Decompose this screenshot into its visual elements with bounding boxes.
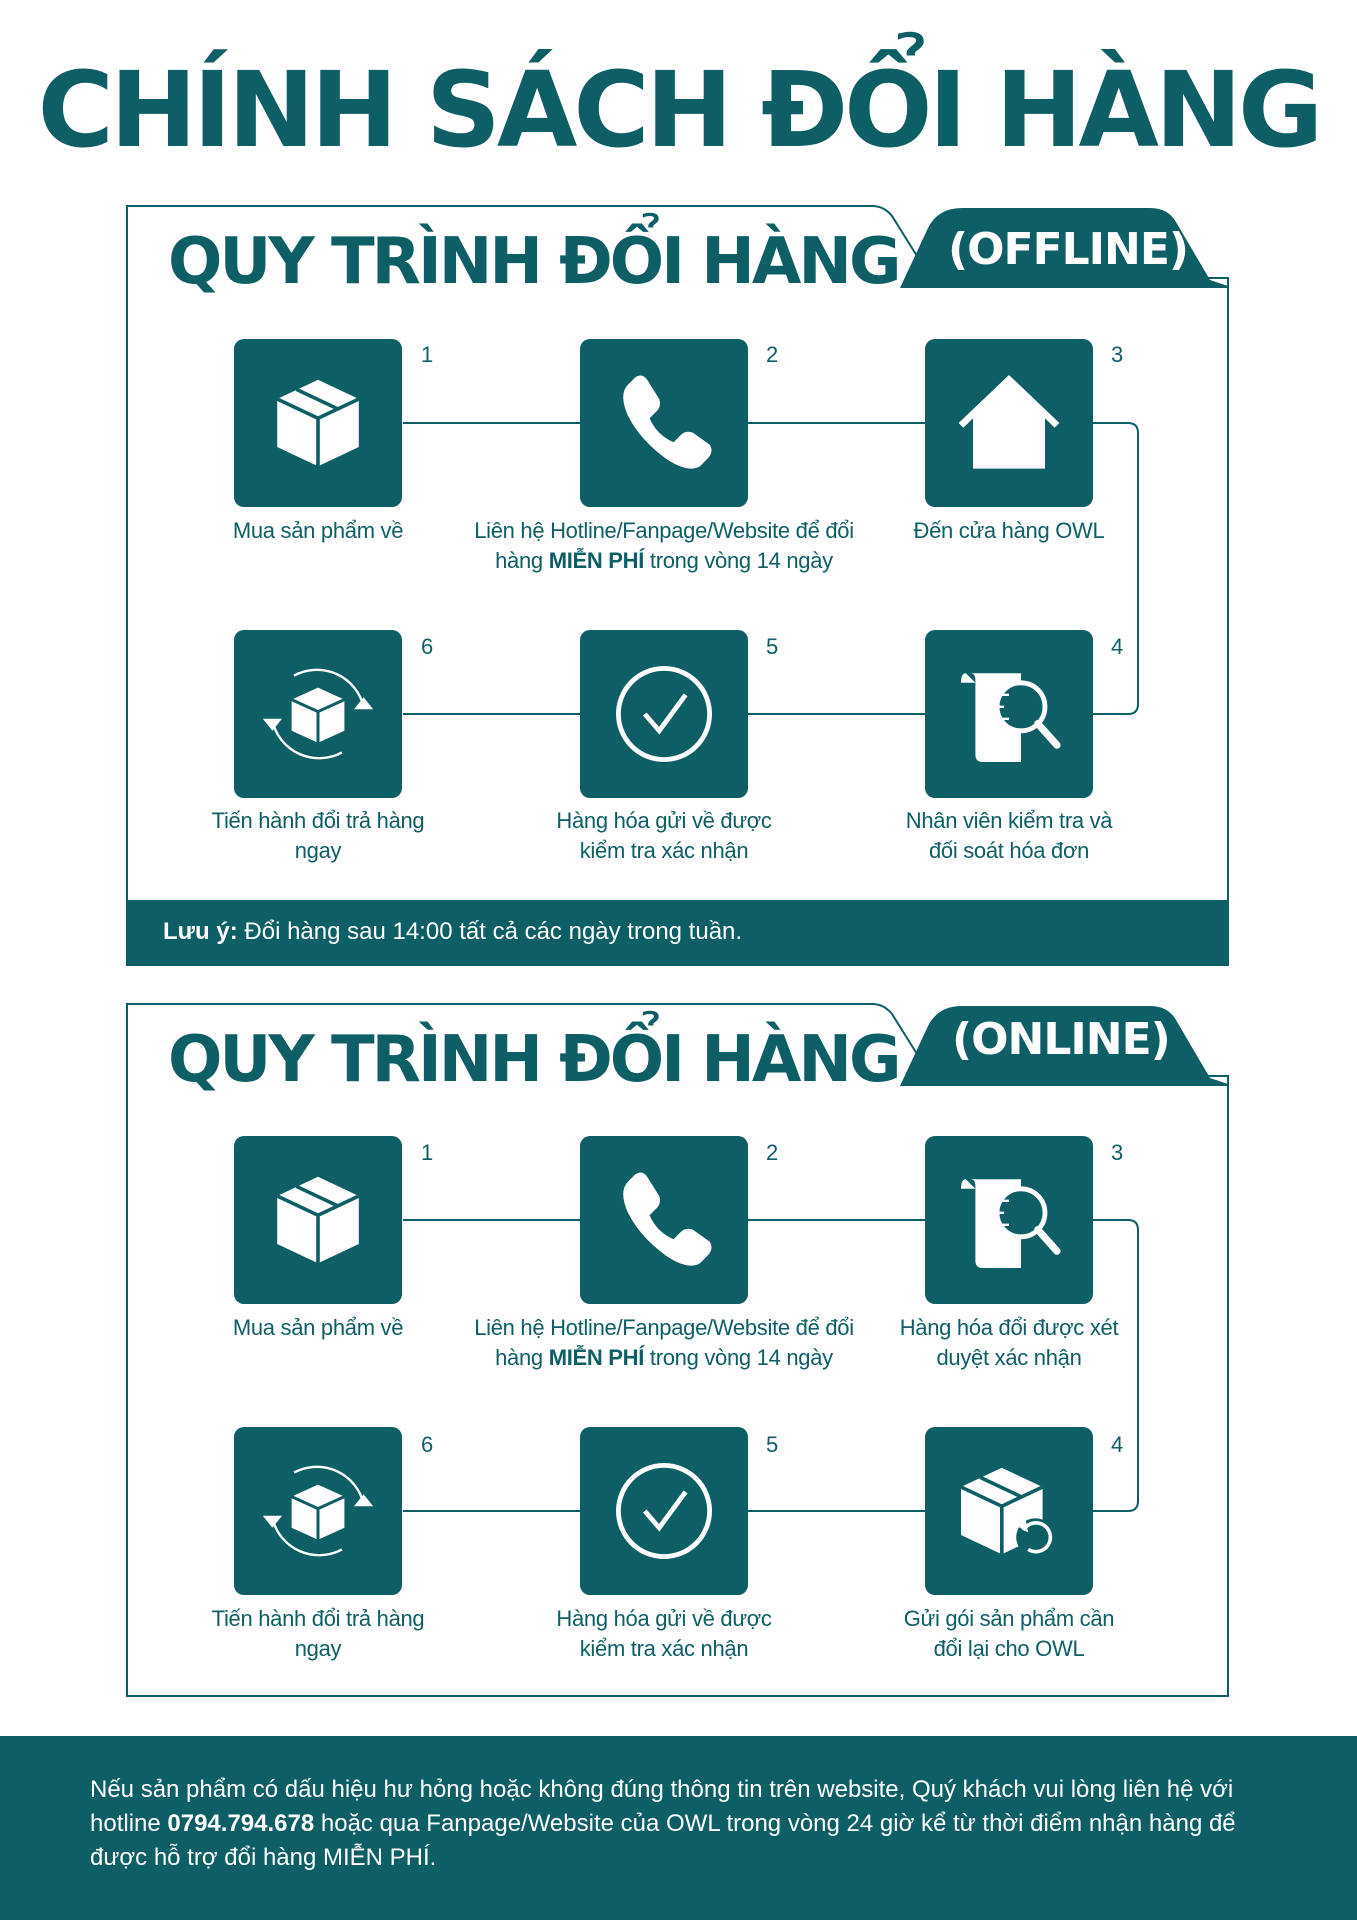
note-bar: Lưu ý: Đổi hàng sau 14:00 tất cả các ngày trong tuần. — [127, 900, 1229, 964]
phone-icon — [604, 1160, 724, 1280]
step-6-box — [234, 1427, 402, 1595]
step-3-number: 3 — [1111, 342, 1124, 367]
step-2-label: Liên hệ Hotline/Fanpage/Website để đổi hàng MIỄN PHÍ trong vòng 14 ngày — [474, 518, 854, 573]
step-5-label: Hàng hóa gửi về được kiểm tra xác nhận — [556, 808, 772, 863]
step-3-box — [925, 1136, 1093, 1304]
home-icon — [949, 363, 1069, 483]
online-tab-label: (ONLINE) — [952, 1014, 1170, 1065]
section-heading: QUY TRÌNH ĐỔI HÀNG — [168, 225, 899, 299]
step-5-label: Hàng hóa gửi về được kiểm tra xác nhận — [556, 1606, 772, 1661]
step-5-box — [580, 1427, 748, 1595]
step-4-number: 4 — [1111, 634, 1124, 659]
hotline-number: 0794.794.678 — [167, 1810, 315, 1837]
step-4-box — [925, 1427, 1093, 1595]
footer-notice: Nếu sản phẩm có dấu hiệu hư hỏng hoặc không đúng thông tin trên website, Quý khách vui lòng liên hệ với hotline 0794.794.678 hoặc qua Fanpage/Website của OWL trong vòng 24 giờ kể từ thời điểm nhận hàng để được hỗ trợ đổi hàng MIỄN PHÍ. — [0, 1736, 1357, 1920]
step-3-number: 3 — [1111, 1140, 1124, 1165]
box-icon — [258, 363, 378, 483]
check-circle-icon — [604, 1451, 724, 1571]
step-6-number: 6 — [421, 1432, 434, 1457]
box-exchange-icon — [258, 1451, 378, 1571]
offline-tab-label: (OFFLINE) — [948, 224, 1189, 275]
step-6-label: Tiến hành đổi trả hàng ngay — [211, 1606, 425, 1661]
step-1-number: 1 — [421, 342, 434, 367]
step-4-label: Nhân viên kiểm tra và đối soát hóa đơn — [905, 808, 1113, 863]
page-title: CHÍNH SÁCH ĐỔI HÀNG — [37, 49, 1320, 171]
step-1-label: Mua sản phẩm về — [232, 518, 404, 543]
step-6-box — [234, 630, 402, 798]
online-process-section — [0, 998, 1357, 1700]
check-circle-icon — [604, 654, 724, 774]
step-1-label: Mua sản phẩm về — [232, 1315, 404, 1340]
step-2-box — [580, 1136, 748, 1304]
receipt-search-icon — [949, 654, 1069, 774]
step-2-box — [580, 339, 748, 507]
phone-icon — [604, 363, 724, 483]
step-5-number: 5 — [766, 1432, 779, 1457]
step-6-label: Tiến hành đổi trả hàng ngay — [211, 808, 425, 863]
step-5-number: 5 — [766, 634, 779, 659]
step-5-box — [580, 630, 748, 798]
step-4-number: 4 — [1111, 1432, 1124, 1457]
receipt-search-icon — [949, 1160, 1069, 1280]
step-2-number: 2 — [766, 1140, 779, 1165]
step-4-box — [925, 630, 1093, 798]
section-heading: QUY TRÌNH ĐỔI HÀNG — [168, 1023, 899, 1097]
step-1-box — [234, 1136, 402, 1304]
step-1-box — [234, 339, 402, 507]
step-3-box — [925, 339, 1093, 507]
offline-process-section — [0, 200, 1357, 970]
step-2-label: Liên hệ Hotline/Fanpage/Website để đổi hàng MIỄN PHÍ trong vòng 14 ngày — [474, 1315, 854, 1370]
step-6-number: 6 — [421, 634, 434, 659]
step-1-number: 1 — [421, 1140, 434, 1165]
step-3-label: Đến cửa hàng OWL — [913, 518, 1105, 543]
box-return-icon — [949, 1451, 1069, 1571]
box-exchange-icon — [258, 654, 378, 774]
box-icon — [258, 1160, 378, 1280]
step-4-label: Gửi gói sản phẩm cần đổi lại cho OWL — [903, 1606, 1115, 1661]
step-2-number: 2 — [766, 342, 779, 367]
step-3-label: Hàng hóa đổi được xét duyệt xác nhận — [899, 1315, 1119, 1370]
